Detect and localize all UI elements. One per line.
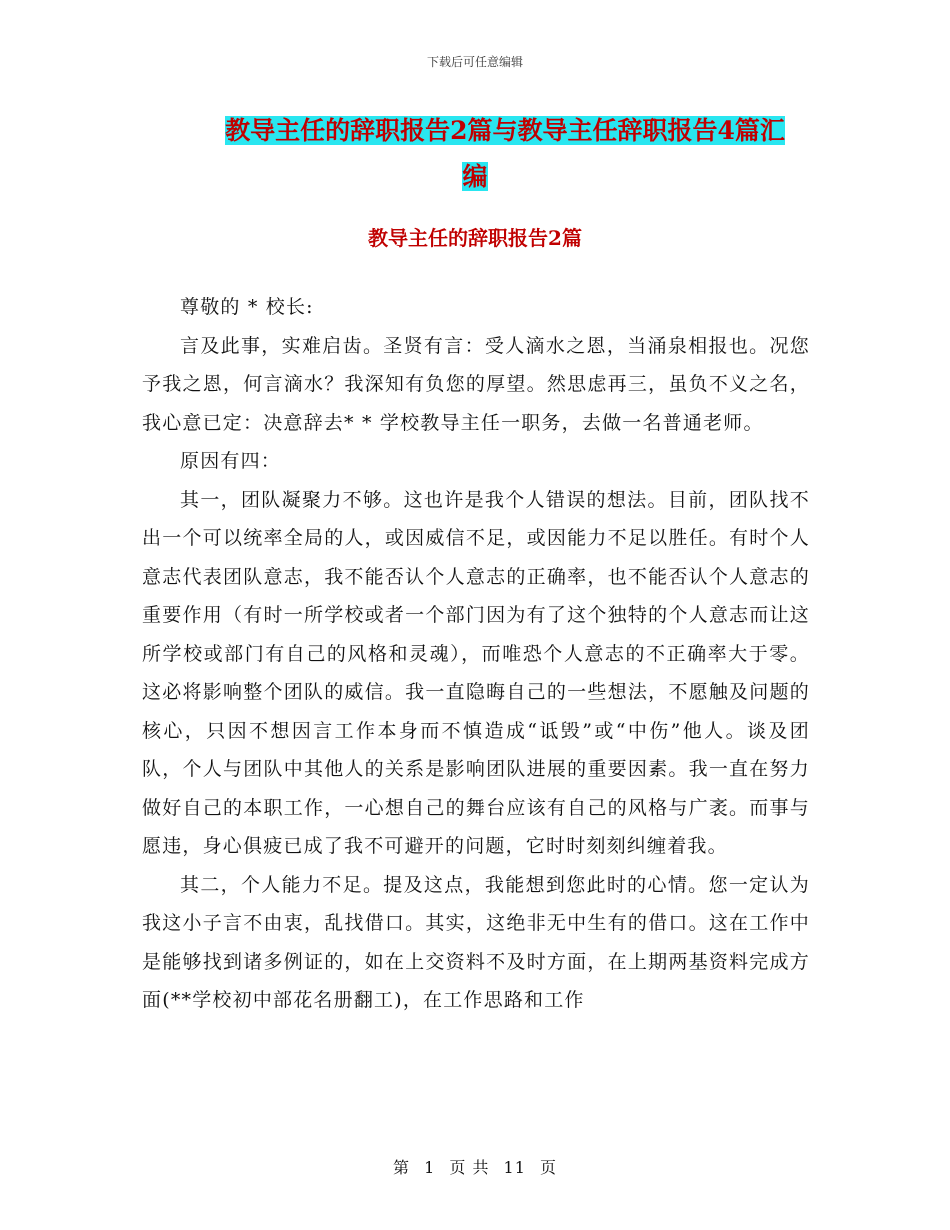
body-text xyxy=(142,288,810,1020)
document-title-line2: 编 xyxy=(462,162,488,191)
header-note: 下载后可任意编辑 xyxy=(426,55,523,69)
document-title-line1: 教导主任的辞职报告2篇与教导主任辞职报告4篇汇 xyxy=(225,116,785,145)
body-paragraph: 其一，团队凝聚力不够。这也许是我个人错误的想法。目前，团队找不出一个可以统率全局的人，或因威信不足，或因能力不足以胜任。有时个人意志代表团队意志，我不能否认个人意志的正确率，也不能否认个人意志的重要作用（有时一所学校或者一个部门因为有了这个独特的个人意志而让这所学校或部门有自己的风格和灵魂），而唯恐个人意志的不正确率大于零。这必将影响整个团队的威信。我一直隐晦自己的一些想法，不愿触及问题的核心，只因不想因言工作本身而不慎造成“诋毁”或“中伤”他人。谈及团队，个人与团队中其他人的关系是影响团队进展的重要因素。我一直在努力做好自己的本职工作，一心想自己的舞台应该有自己的风格与广袤。而事与愿违，身心俱疲已成了我不可避开的问题，它时时刻刻纠缠着我。 xyxy=(142,488,810,857)
footer-total-pages: 11 xyxy=(503,1158,526,1177)
page-footer xyxy=(0,1155,950,1178)
body-paragraph: 言及此事，实难启齿。圣贤有言：受人滴水之恩，当涌泉相报也。况您予我之恩，何言滴水？我深知有负您的厚望。然思虑再三，虽负不义之名，我心意已定：决意辞去* * 学校教导主任一职务，去做一名普通老师。 xyxy=(142,334,810,434)
document-title xyxy=(140,108,810,200)
body-paragraph: 其二，个人能力不足。提及这点，我能想到您此时的心情。您一定认为我这小子言不由衷，乱找借口。其实，这绝非无中生有的借口。这在工作中是能够找到诸多例证的，如在上交资料不及时方面，在上期两基资料完成方面(**学校初中部花名册翻工)，在工作思路和工作 xyxy=(142,873,810,1011)
salutation-paragraph: 尊敬的 * 校长: xyxy=(180,296,314,318)
footer-page-number: 1 xyxy=(424,1158,436,1177)
footer-suffix: 页 xyxy=(540,1158,558,1177)
body-paragraph: 原因有四： xyxy=(180,450,282,472)
footer-prefix: 第 xyxy=(392,1158,410,1177)
footer-middle: 页 共 xyxy=(449,1158,490,1177)
section-title: 教导主任的辞职报告2篇 xyxy=(368,226,582,250)
